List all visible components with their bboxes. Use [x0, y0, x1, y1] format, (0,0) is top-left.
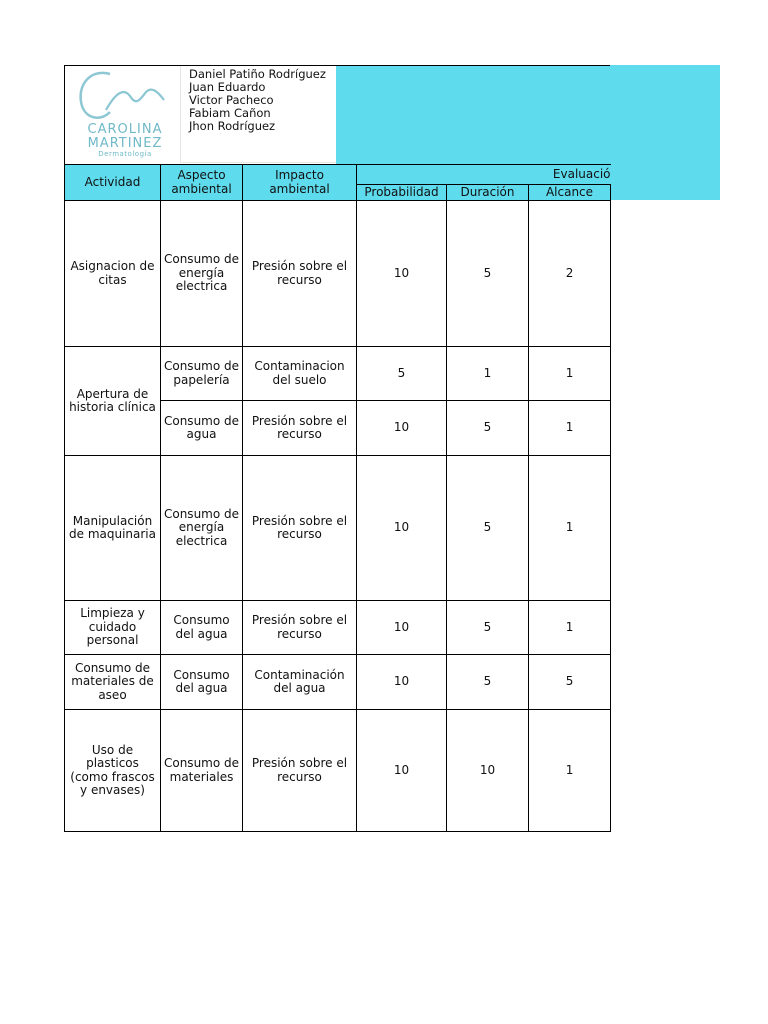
- cell-actividad: Apertura de historia clínica: [65, 347, 161, 456]
- cell-aspecto: Consumo de energía electrica: [161, 456, 243, 601]
- logo-text-line3: Dermatología: [98, 150, 152, 158]
- cell-duracion: 5: [447, 201, 529, 347]
- cell-actividad: Uso de plasticos (como frascos y envases): [65, 710, 161, 832]
- cell-alcance: 1: [529, 710, 611, 832]
- author-name: Juan Eduardo: [189, 80, 266, 94]
- cell-impacto: Presión sobre el recurso: [243, 456, 357, 601]
- logo-swoosh-icon: [70, 66, 180, 126]
- cell-actividad: Limpieza y cuidado personal: [65, 601, 161, 655]
- cell-probabilidad: 10: [357, 401, 447, 456]
- cell-aspecto: Consumo del agua: [161, 655, 243, 710]
- cell-probabilidad: 10: [357, 201, 447, 347]
- cell-impacto: Presión sobre el recurso: [243, 201, 357, 347]
- header-alcance: Alcance: [529, 185, 611, 201]
- author-name: Daniel Patiño Rodríguez: [189, 67, 326, 81]
- cell-alcance: 5: [529, 655, 611, 710]
- author-name: Fabiam Cañon: [189, 106, 271, 120]
- table-row: [65, 347, 611, 401]
- cell-impacto: Contaminacion del suelo: [243, 347, 357, 401]
- header-evaluacion: Evaluació: [357, 165, 611, 185]
- cell-impacto: Contaminación del agua: [243, 655, 357, 710]
- header-impacto: Impacto ambiental: [243, 165, 357, 201]
- cell-alcance: 1: [529, 401, 611, 456]
- logo-text-line1: CAROLINA: [87, 122, 163, 137]
- author-name: Victor Pacheco: [189, 93, 274, 107]
- authors-list: [189, 68, 336, 133]
- header-duracion: Duración: [447, 185, 529, 201]
- cell-impacto: Presión sobre el recurso: [243, 601, 357, 655]
- table-row: [65, 655, 611, 710]
- cyan-header-band: [610, 65, 720, 200]
- cell-aspecto: Consumo de energía electrica: [161, 201, 243, 347]
- cell-actividad: Manipulación de maquinaria: [65, 456, 161, 601]
- cell-probabilidad: 5: [357, 347, 447, 401]
- cell-aspecto: Consumo del agua: [161, 601, 243, 655]
- company-logo: [70, 66, 180, 162]
- cell-alcance: 2: [529, 201, 611, 347]
- cell-alcance: 1: [529, 347, 611, 401]
- cell-duracion: 5: [447, 456, 529, 601]
- header-probabilidad: Probabilidad: [357, 185, 447, 201]
- cell-alcance: 1: [529, 456, 611, 601]
- cell-aspecto: Consumo de papelería: [161, 347, 243, 401]
- cell-actividad: Asignacion de citas: [65, 201, 161, 347]
- table-row: [65, 456, 611, 601]
- table-row: [65, 601, 611, 655]
- environmental-impact-table: [64, 164, 611, 832]
- author-name: Jhon Rodríguez: [189, 119, 276, 133]
- cell-impacto: Presión sobre el recurso: [243, 710, 357, 832]
- cell-probabilidad: 10: [357, 456, 447, 601]
- cell-actividad: Consumo de materiales de aseo: [65, 655, 161, 710]
- cell-probabilidad: 10: [357, 710, 447, 832]
- logo-text-line2: MARTINEZ: [87, 136, 163, 151]
- cell-duracion: 1: [447, 347, 529, 401]
- cell-duracion: 5: [447, 401, 529, 456]
- table-row: [65, 201, 611, 347]
- header-cyan-fill: [336, 66, 610, 164]
- header-left-border: [64, 65, 65, 165]
- cell-duracion: 5: [447, 601, 529, 655]
- cell-aspecto: Consumo de agua: [161, 401, 243, 456]
- authors-box: [180, 66, 336, 163]
- cell-alcance: 1: [529, 601, 611, 655]
- cell-aspecto: Consumo de materiales: [161, 710, 243, 832]
- cell-duracion: 10: [447, 710, 529, 832]
- header-aspecto: Aspecto ambiental: [161, 165, 243, 201]
- cell-probabilidad: 10: [357, 655, 447, 710]
- cell-probabilidad: 10: [357, 601, 447, 655]
- cell-duracion: 5: [447, 655, 529, 710]
- header-actividad: Actividad: [65, 165, 161, 201]
- cell-impacto: Presión sobre el recurso: [243, 401, 357, 456]
- table-row: [65, 710, 611, 832]
